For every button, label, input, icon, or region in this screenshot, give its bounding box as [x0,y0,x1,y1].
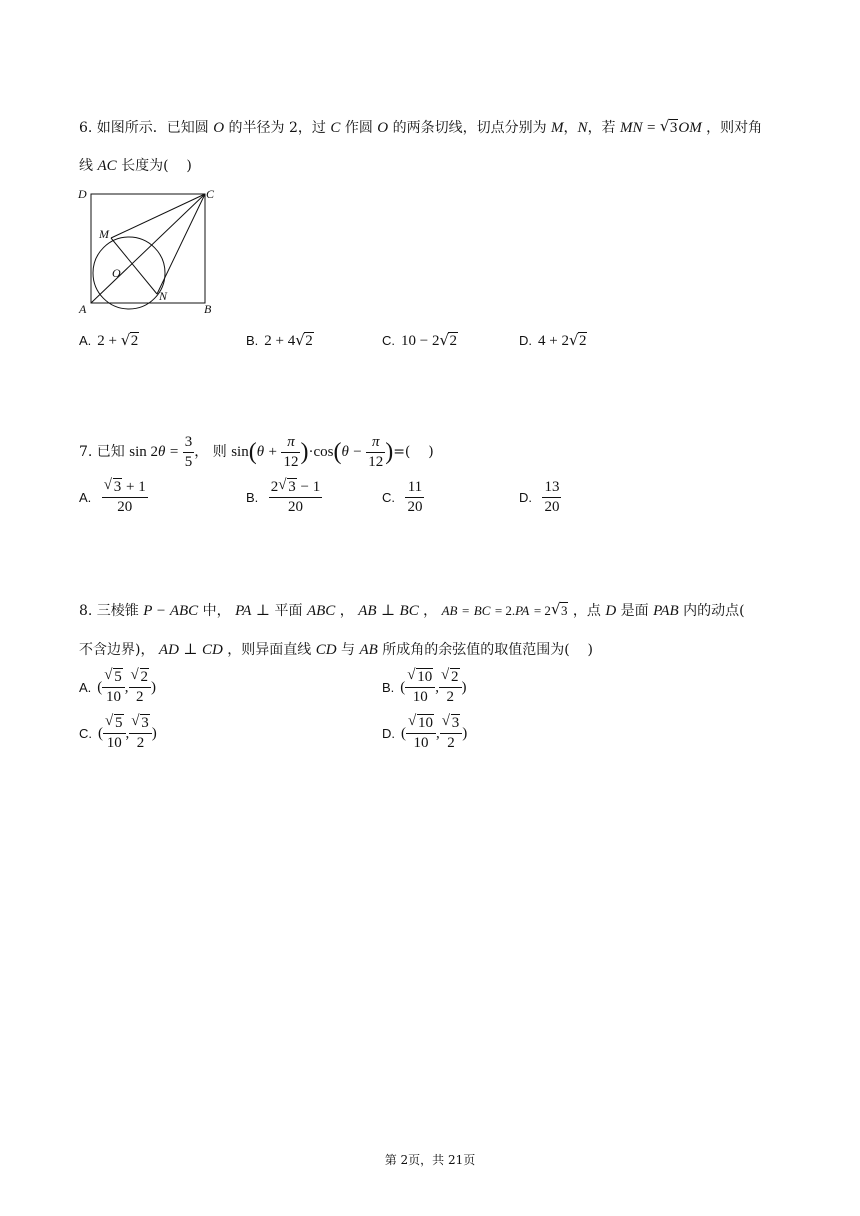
q7-option-a[interactable]: A. √ $\frac{3 + 1}{20}$ [79,480,148,515]
q6-option-c[interactable]: C. 10 − 2√ 2 [382,333,458,350]
q7-option-d[interactable]: D. $\frac{13}{20}$ [519,479,560,515]
diagonal-ac [91,194,205,303]
label-m: M [99,227,109,241]
q8-stem-line2: 不含边界)， AD ⊥ CD ，则异面直线 CD 与 AB 所成角的余弦值的取值范围为( ) [79,642,593,658]
circle-o [93,237,165,309]
q6-option-d[interactable]: D. 4 + 2√ 2 [519,333,587,350]
q7-option-c[interactable]: C. $\frac{11}{20}$ [382,479,423,515]
q8-option-a[interactable]: A. ( √ $\frac{5}{10}$ , √ $\frac{2}{2}$ ) [79,670,156,705]
tangent-cm [111,194,205,238]
q8-stem-line1: 8. 三棱锥 P − ABC 中， PA ⊥ 平面 ABC ， AB ⊥ BC ， AB = BC = 2.PA = 2√ 3 ，点 D 是面 PAB 内的动点( [79,601,745,621]
tangent-cn [157,194,205,294]
q7-option-b[interactable]: B. $\frac{2√ 3 - 1}{20}$ [246,480,322,515]
q6-stem-line2: 线 AC 长度为( ) [79,158,192,174]
label-o: O [112,266,121,280]
q6-option-a[interactable]: A. 2 + √ 2 [79,333,139,350]
label-b: B [204,302,212,316]
q6-option-b[interactable]: B. 2 + 4√ 2 [246,333,314,350]
label-n: N [159,289,168,303]
label-a: A [79,302,87,316]
page-footer: 第 2页，共 21页 [384,1153,476,1167]
q6-stem-line1: 6. 如图所示．已知圆 O 的半径为 2，过 C 作圆 O 的两条切线，切点分别为 M，N，若 MN = √ 3OM ，则对角 [79,118,762,138]
q8-option-c[interactable]: C. ( √ $\frac{5}{10}$ , √ $\frac{3}{2}$ ) [79,716,157,751]
q8-option-d[interactable]: D. ( √ $\frac{10}{10}$ , √ $\frac{3}{2}$ ) [382,716,467,751]
label-d: D [78,187,87,201]
q6-figure [75,186,225,316]
q7-stem: 7. 已知 sin 2θ = $\frac{3}{5}$ ， 则 sin(θ + $\frac{\pi}{12}$ )·cos(θ − $\frac{\pi}{12}$ )=( ) [79,433,434,470]
q8-option-b[interactable]: B. ( √ $\frac{10}{10}$ , √ $\frac{2}{2}$ ) [382,670,467,705]
label-c: C [206,187,215,201]
